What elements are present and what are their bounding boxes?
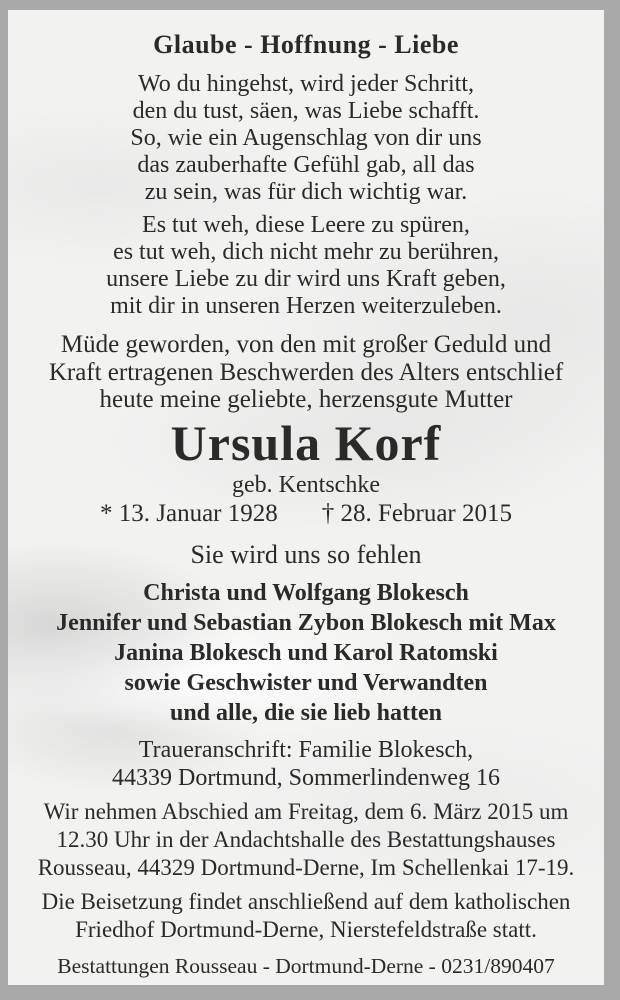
poem-line: Wo du hingehst, wird jeder Schritt, xyxy=(137,71,474,97)
mourner-line: Jennifer und Sebastian Zybon Blokesch mit Max xyxy=(56,609,556,636)
burial-line: Friedhof Dortmund-Derne, Nierstefeldstraße statt. xyxy=(75,916,537,942)
poem-stanza-1 xyxy=(8,71,604,206)
missing-line: Sie wird uns so fehlen xyxy=(190,539,422,569)
poem-line: So, wie ein Augenschlag von dir uns xyxy=(130,125,482,151)
poem-line: es tut weh, dich nicht mehr zu berühren, xyxy=(113,239,499,265)
poem-line: zu sein, was für dich wichtig war. xyxy=(144,179,468,205)
announcement-line: Müde geworden, von den mit großer Geduld und xyxy=(60,331,552,358)
mourning-address xyxy=(8,736,604,792)
funeral-home-contact: Bestattungen Rousseau - Dortmund-Derne - 0231/890407 xyxy=(57,953,555,978)
burial-line: Die Beisetzung findet anschließend auf dem katholischen xyxy=(41,888,571,914)
poem-line: unsere Liebe zu dir wird uns Kraft geben, xyxy=(106,266,506,292)
farewell-service-info xyxy=(8,798,604,882)
deceased-name: Ursula Korf xyxy=(170,414,442,471)
poem-stanza-2 xyxy=(8,212,604,320)
burial-info xyxy=(8,888,604,944)
mourner-line: und alle, die sie lieb hatten xyxy=(169,699,443,726)
mourner-line: sowie Geschwister und Verwandten xyxy=(124,669,488,696)
birth-date: * 13. Januar 1928 xyxy=(100,499,278,527)
poem-line: das zauberhafte Gefühl gab, all das xyxy=(137,152,475,178)
poem-line: den du tust, säen, was Liebe schafft. xyxy=(132,98,480,124)
farewell-line: Rousseau, 44329 Dortmund-Derne, Im Schellenkai 17-19. xyxy=(37,854,575,880)
announcement-line: heute meine geliebte, herzensgute Mutter xyxy=(99,386,513,413)
mourner-line: Christa und Wolfgang Blokesch xyxy=(143,579,469,606)
mourners-list xyxy=(8,578,604,728)
obituary-paper xyxy=(8,10,604,985)
farewell-line: 12.30 Uhr in der Andachtshalle des Bestattungshauses xyxy=(56,826,556,852)
poem-line: mit dir in unseren Herzen weiterzuleben. xyxy=(110,293,502,319)
farewell-line: Wir nehmen Abschied am Freitag, dem 6. März 2015 um xyxy=(43,798,569,824)
motto-heading: Glaube - Hoffnung - Liebe xyxy=(153,30,459,59)
mourner-line: Janina Blokesch und Karol Ratomski xyxy=(114,639,498,666)
death-announcement xyxy=(8,331,604,414)
address-line: Traueranschrift: Familie Blokesch, xyxy=(138,736,474,763)
maiden-name: geb. Kentschke xyxy=(232,471,380,498)
poem-line: Es tut weh, diese Leere zu spüren, xyxy=(142,212,470,238)
announcement-line: Kraft ertragenen Beschwerden des Alters entschlief xyxy=(48,358,564,386)
death-date: † 28. Februar 2015 xyxy=(321,499,512,527)
life-dates xyxy=(8,499,604,528)
address-line: 44339 Dortmund, Sommerlindenweg 16 xyxy=(112,764,500,791)
